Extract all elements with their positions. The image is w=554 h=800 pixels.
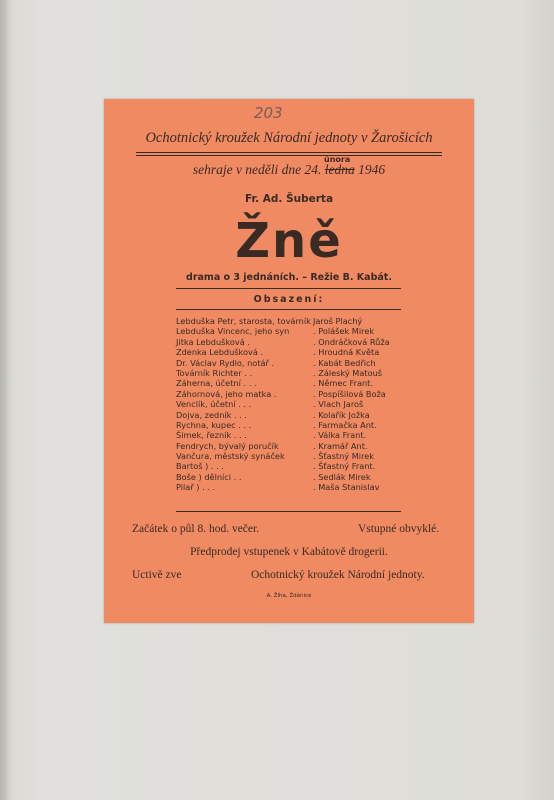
cast-rule-top (176, 288, 401, 289)
cast-row (176, 482, 406, 492)
cast-actor: . Hroudná Květa (313, 347, 380, 358)
performance-date (104, 162, 474, 178)
cast-row (176, 399, 406, 409)
cast-role: Dr. Václav Rydlo, notář . (176, 357, 275, 368)
poster-header: Ochotnický kroužek Národní jednoty v Žarošicích (145, 130, 433, 146)
cast-row (176, 430, 406, 440)
cast-actor: . Šťastný Mirek (313, 451, 375, 462)
cast-actor: . Šťastný Frant. (313, 461, 376, 472)
date-prefix: sehraje v neděli dne 24. (192, 162, 325, 177)
cast-row (176, 337, 406, 347)
cast-actor: . Polášek Mirek (313, 326, 375, 337)
cast-actor: Jaroš Plachý (313, 316, 363, 326)
cast-list (176, 316, 406, 493)
ticket-presale: Předprodej vstupenek v Kabátově drogerii. (190, 546, 388, 558)
cast-row (176, 316, 406, 326)
invitation: Uctivě zve (132, 569, 182, 581)
cast-role: Lebduška Petr, starosta, továrník (176, 316, 311, 326)
admission: Vstupné obvyklé. (358, 523, 440, 535)
cast-row (176, 378, 406, 388)
theatre-poster (104, 99, 474, 623)
play-title: Žně (235, 213, 343, 269)
cast-row (176, 347, 406, 357)
header-rule-bottom (136, 155, 442, 156)
cast-role: Jitka Lebdušková . (176, 336, 250, 347)
cast-role: Továrník Richter . . (176, 367, 253, 378)
cast-actor: . Kabát Bedřich (313, 357, 376, 368)
cast-role: Lebduška Vincenc, jeho syn (176, 326, 290, 337)
cast-role: Boše ) dělníci . . (176, 471, 242, 482)
cast-actor: . Maša Stanislav (313, 482, 380, 493)
cast-rule-mid (176, 309, 401, 310)
cast-rule-bottom (176, 511, 401, 512)
cast-row (176, 461, 406, 471)
cast-row (176, 326, 406, 336)
cast-actor: . Sedlák Mirek (313, 471, 371, 482)
header-rule-top (136, 152, 442, 153)
cast-row (176, 472, 406, 482)
printer-imprint: A. Žíha, Ždánice (266, 593, 312, 599)
cast-actor: . Pospíšilová Boža (313, 388, 386, 399)
cast-role: Šimek, řezník . . . (176, 430, 247, 441)
play-author: Fr. Ad. Šuberta (244, 193, 334, 205)
cast-actor: . Němec Frant. (313, 378, 373, 389)
cast-actor: . Farmačka Ant. (313, 419, 377, 430)
cast-row (176, 358, 406, 368)
cast-role: Venclík, účetní . . . (176, 399, 252, 410)
cast-actor: . Kramář Ant. (313, 440, 368, 451)
cast-role: Vančura, městský synáček (176, 451, 285, 462)
date-struck-month: ledna (324, 162, 355, 177)
date-correction: února (324, 155, 351, 164)
cast-row (176, 368, 406, 378)
cast-actor: . Záleský Matouš (313, 367, 383, 378)
start-time: Začátek o půl 8. hod. večer. (132, 523, 260, 535)
cast-role: Záherna, účetní . . . (176, 378, 257, 389)
cast-row (176, 451, 406, 461)
cast-role: Dojva, zedník . . . (176, 409, 248, 420)
cast-actor: . Ondráčková Růža (313, 336, 390, 347)
cast-row (176, 410, 406, 420)
cast-actor: . Kolařík Jožka (313, 409, 370, 420)
cast-row (176, 441, 406, 451)
cast-role: Pilař ) . . . (176, 482, 216, 493)
cast-role: Zdenka Lebdušková . (176, 347, 264, 358)
binding-shadow (0, 0, 10, 800)
archive-number: 203 (254, 104, 283, 122)
cast-role: Rychna, kupec . . . (176, 419, 252, 430)
play-subtitle: drama o 3 jednáních. – Režie B. Kabát. (186, 272, 392, 283)
cast-heading: Obsazení: (253, 294, 325, 305)
cast-row (176, 420, 406, 430)
cast-role: Fendrych, bývalý poručík (176, 440, 279, 451)
cast-role: Bartoš ) . . . (176, 461, 224, 472)
cast-role: Záhornová, jeho matka . (176, 388, 277, 399)
cast-actor: . Vlach Jaroš (313, 399, 364, 410)
cast-row (176, 389, 406, 399)
cast-actor: . Válka Frant. (313, 430, 367, 441)
organizer-signature: Ochotnický kroužek Národní jednoty. (251, 569, 425, 581)
date-year: 1946 (354, 162, 386, 177)
